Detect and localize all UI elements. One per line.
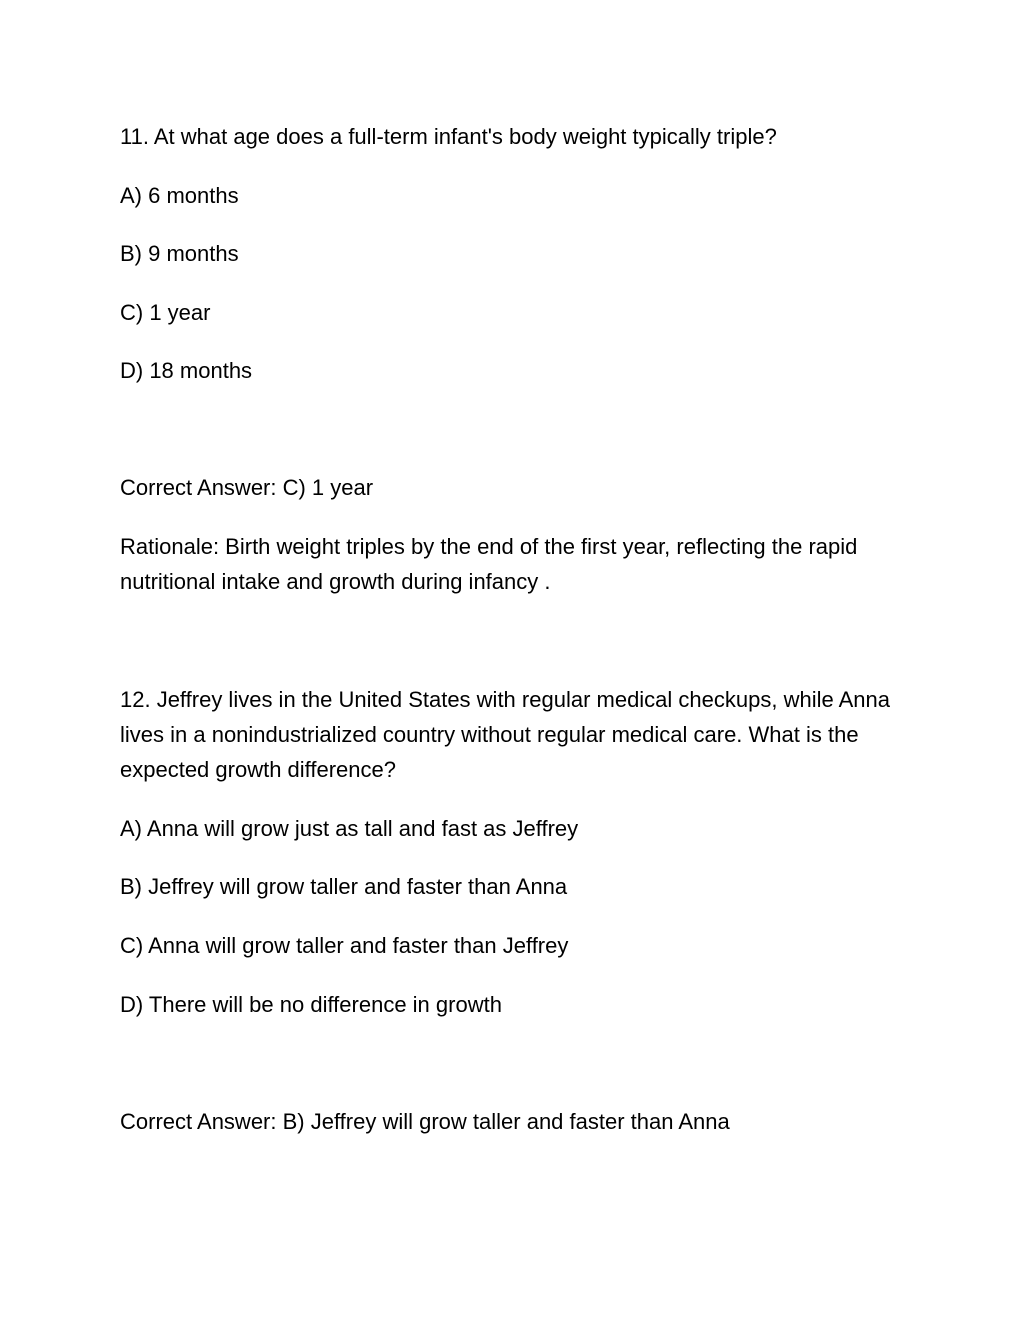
question-11-option-a: A) 6 months (120, 183, 239, 208)
question-12-option-a: A) Anna will grow just as tall and fast as Jeffrey (120, 816, 579, 841)
question-12-stem: 12. Jeffrey lives in the United States with regular medical checkups, while Anna lives in a nonindustrialized country without regular medical care. What is the expected growth difference? (120, 687, 890, 782)
question-12-option-d: D) There will be no difference in growth (120, 992, 502, 1017)
question-11-option-d: D) 18 months (120, 358, 253, 383)
question-12-option-b: B) Jeffrey will grow taller and faster than Anna (120, 874, 568, 899)
question-11-rationale: Rationale: Birth weight triples by the end of the first year, reflecting the rapid nutritional intake and growth during infancy . (120, 534, 858, 594)
question-11-stem: 11. At what age does a full-term infant's body weight typically triple? (120, 124, 777, 149)
question-11-correct-answer: Correct Answer: C) 1 year (120, 475, 374, 500)
question-11-option-c: C) 1 year (120, 300, 211, 325)
question-12-option-c: C) Anna will grow taller and faster than Jeffrey (120, 933, 569, 958)
question-12-correct-answer: Correct Answer: B) Jeffrey will grow taller and faster than Anna (120, 1109, 730, 1134)
question-11-option-b: B) 9 months (120, 241, 239, 266)
